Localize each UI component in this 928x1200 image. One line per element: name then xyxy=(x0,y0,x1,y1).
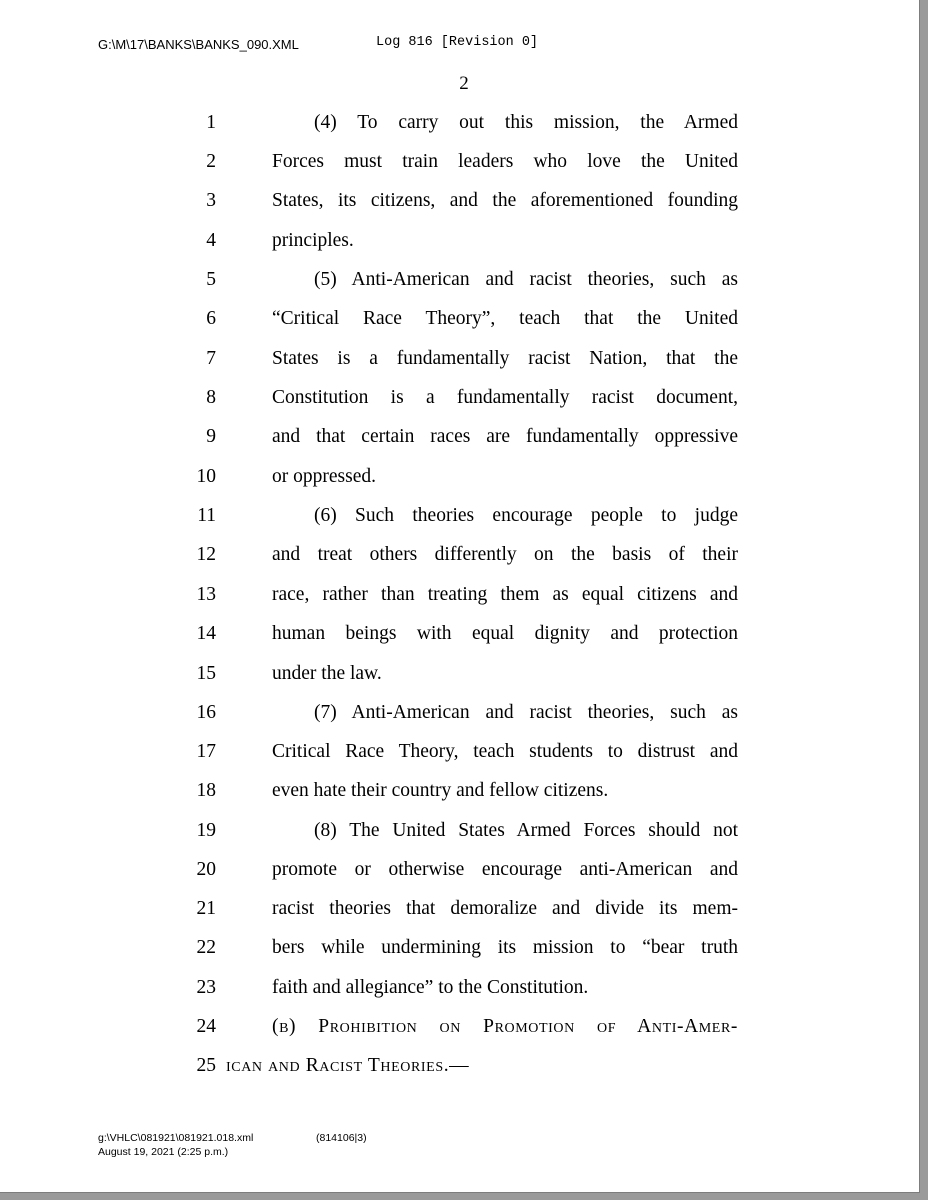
line-text: human beings with equal dignity and protection xyxy=(272,623,738,644)
line-number: 22 xyxy=(196,937,216,958)
line-number: 1 xyxy=(206,112,216,133)
line-text: race, rather than treating them as equal citizens and xyxy=(272,584,738,605)
line-number: 21 xyxy=(196,898,216,919)
line-number: 12 xyxy=(196,544,216,565)
line-number: 3 xyxy=(206,190,216,211)
line-number: 4 xyxy=(206,230,216,251)
line-number: 2 xyxy=(206,151,216,172)
line-text: faith and allegiance” to the Constitution. xyxy=(272,977,589,998)
line-number: 23 xyxy=(196,977,216,998)
footer-file-path: g:\VHLC\081921\081921.018.xml xyxy=(98,1132,254,1144)
line-text: racist theories that demoralize and divide its mem- xyxy=(272,898,738,919)
line-text: or oppressed. xyxy=(272,466,376,487)
line-text: (4) To carry out this mission, the Armed xyxy=(314,112,738,133)
line-text: “Critical Race Theory”, teach that the United xyxy=(272,308,738,329)
line-number: 5 xyxy=(206,269,216,290)
line-number: 14 xyxy=(196,623,216,644)
line-text: States, its citizens, and the aforementioned founding xyxy=(272,190,738,211)
line-number: 10 xyxy=(196,466,216,487)
line-number: 8 xyxy=(206,387,216,408)
line-number: 25 xyxy=(196,1055,216,1076)
line-number: 11 xyxy=(197,505,216,526)
line-text: Constitution is a fundamentally racist document, xyxy=(272,387,738,408)
line-text: bers while undermining its mission to “bear truth xyxy=(272,937,738,958)
header-log-revision: Log 816 [Revision 0] xyxy=(376,35,539,50)
line-text: and that certain races are fundamentally oppressive xyxy=(272,426,738,447)
line-text: (5) Anti-American and racist theories, such as xyxy=(314,269,738,290)
line-number: 24 xyxy=(196,1016,216,1037)
line-text: under the law. xyxy=(272,663,382,684)
line-number: 6 xyxy=(206,308,216,329)
line-text: (8) The United States Armed Forces should not xyxy=(314,820,738,841)
line-text: Forces must train leaders who love the United xyxy=(272,151,738,172)
line-number: 16 xyxy=(196,702,216,723)
line-text: States is a fundamentally racist Nation, that the xyxy=(272,348,738,369)
line-number: 20 xyxy=(196,859,216,880)
line-number: 9 xyxy=(206,426,216,447)
page-number: 2 xyxy=(459,73,469,94)
line-text: principles. xyxy=(272,230,354,251)
header-file-path: G:\M\17\BANKS\BANKS_090.XML xyxy=(98,37,299,52)
line-number: 15 xyxy=(196,663,216,684)
section-heading-line: ican and Racist Theories.— xyxy=(226,1055,470,1076)
line-text: even hate their country and fellow citizens. xyxy=(272,780,609,801)
line-text: (6) Such theories encourage people to judge xyxy=(314,505,738,526)
line-number: 13 xyxy=(196,584,216,605)
line-text: Critical Race Theory, teach students to distrust and xyxy=(272,741,738,762)
line-text: (7) Anti-American and racist theories, such as xyxy=(314,702,738,723)
footer-date: August 19, 2021 (2:25 p.m.) xyxy=(98,1146,229,1158)
section-heading-line: (b) Prohibition on Promotion of Anti-Amer- xyxy=(272,1016,738,1037)
footer-doc-code: (814106|3) xyxy=(316,1132,367,1144)
line-text: and treat others differently on the basis of their xyxy=(272,544,738,565)
line-number: 19 xyxy=(196,820,216,841)
line-number: 18 xyxy=(196,780,216,801)
footer-file-info xyxy=(98,1131,253,1159)
line-text: promote or otherwise encourage anti-American and xyxy=(272,859,738,880)
line-number: 7 xyxy=(206,348,216,369)
line-number: 17 xyxy=(196,741,216,762)
